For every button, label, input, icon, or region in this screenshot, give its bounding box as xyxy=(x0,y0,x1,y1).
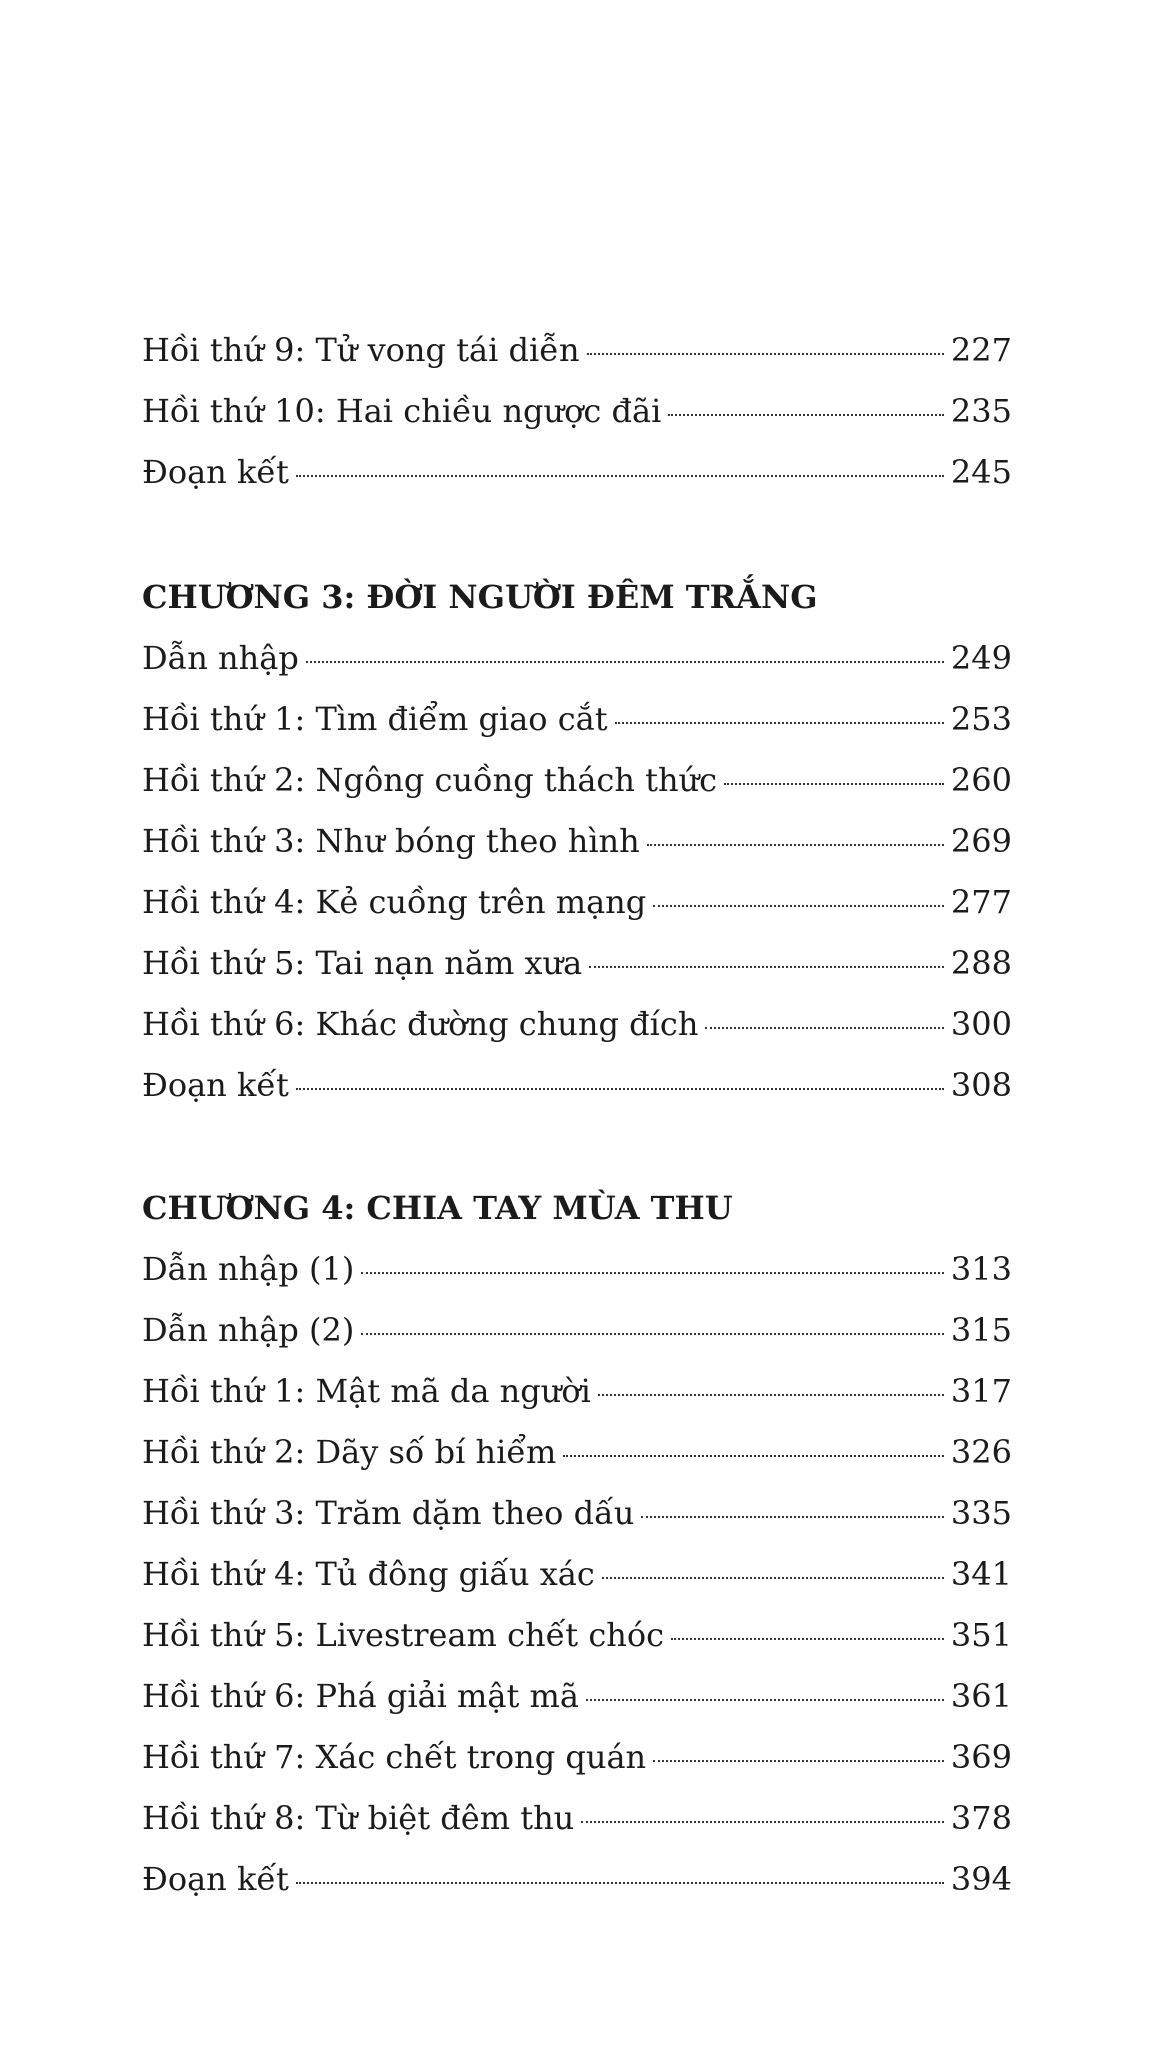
toc-entry-page: 277 xyxy=(950,883,1012,921)
toc-entry-label: Hồi thứ 1: Mật mã da người xyxy=(142,1372,591,1410)
toc-entry-label: Dẫn nhập (1) xyxy=(142,1250,355,1288)
dot-leader xyxy=(598,1394,944,1396)
chapter-heading: CHƯƠNG 3: ĐỜI NGƯỜI ĐÊM TRẮNG xyxy=(142,578,818,616)
toc-entry xyxy=(142,1422,1012,1483)
toc-entry-page: 394 xyxy=(950,1860,1012,1898)
toc-entry xyxy=(142,1605,1012,1666)
toc-entry-page: 351 xyxy=(950,1616,1012,1654)
toc-entry-label: Hồi thứ 1: Tìm điểm giao cắt xyxy=(142,700,608,738)
toc-entry-label: Hồi thứ 3: Trăm dặm theo dấu xyxy=(142,1494,635,1532)
dot-leader xyxy=(296,475,944,477)
toc-entry-page: 249 xyxy=(950,639,1012,677)
dot-leader xyxy=(615,722,944,724)
toc-entry xyxy=(142,1788,1012,1849)
dot-leader xyxy=(361,1272,944,1274)
toc-entry-page: 269 xyxy=(950,822,1012,860)
toc-entry xyxy=(142,872,1012,933)
toc-entry-label: Hồi thứ 6: Khác đường chung đích xyxy=(142,1005,699,1043)
toc-entry-label: Hồi thứ 2: Ngông cuồng thách thức xyxy=(142,761,718,799)
toc-entry-label: Hồi thứ 8: Từ biệt đêm thu xyxy=(142,1799,575,1837)
toc-entry-label: Dẫn nhập xyxy=(142,639,299,677)
toc-entry-label: Hồi thứ 4: Tủ đông giấu xác xyxy=(142,1555,595,1593)
toc-entry-page: 378 xyxy=(950,1799,1012,1837)
toc-chapter-4 xyxy=(142,1178,1012,1910)
toc-entry xyxy=(142,1544,1012,1605)
toc-entry-label: Hồi thứ 4: Kẻ cuồng trên mạng xyxy=(142,883,647,921)
toc-entry-page: 335 xyxy=(950,1494,1012,1532)
toc-entry xyxy=(142,933,1012,994)
dot-leader xyxy=(653,905,944,907)
toc-entry-page: 361 xyxy=(950,1677,1012,1715)
toc-entry xyxy=(142,1055,1012,1116)
toc-entry xyxy=(142,1849,1012,1910)
toc-entry xyxy=(142,1483,1012,1544)
toc-chapter-3 xyxy=(142,567,1012,1116)
dot-leader xyxy=(705,1027,944,1029)
toc-entry xyxy=(142,1300,1012,1361)
toc-entry-page: 341 xyxy=(950,1555,1012,1593)
dot-leader xyxy=(602,1577,944,1579)
toc-entry-page: 369 xyxy=(950,1738,1012,1776)
toc-entry-label: Đoạn kết xyxy=(142,1066,289,1104)
toc-entry xyxy=(142,689,1012,750)
dot-leader xyxy=(361,1333,944,1335)
chapter-heading: CHƯƠNG 4: CHIA TAY MÙA THU xyxy=(142,1189,733,1227)
toc-entry xyxy=(142,442,1012,503)
dot-leader xyxy=(296,1882,944,1884)
toc-entry-label: Hồi thứ 10: Hai chiều ngược đãi xyxy=(142,392,662,430)
toc-entry-page: 317 xyxy=(950,1372,1012,1410)
toc-entry-page: 245 xyxy=(950,453,1012,491)
toc-entry-label: Hồi thứ 7: Xác chết trong quán xyxy=(142,1738,647,1776)
toc-entry-page: 227 xyxy=(950,331,1012,369)
dot-leader xyxy=(641,1516,944,1518)
toc-entry-page: 313 xyxy=(950,1250,1012,1288)
dot-leader xyxy=(724,783,944,785)
toc-entry xyxy=(142,320,1012,381)
dot-leader xyxy=(647,844,944,846)
toc-entry-label: Hồi thứ 5: Tai nạn năm xưa xyxy=(142,944,583,982)
toc-entry-page: 235 xyxy=(950,392,1012,430)
toc-entry-page: 300 xyxy=(950,1005,1012,1043)
toc-entry-page: 315 xyxy=(950,1311,1012,1349)
toc-entry-label: Hồi thứ 3: Như bóng theo hình xyxy=(142,822,640,860)
toc-entry xyxy=(142,1361,1012,1422)
toc-entry-label: Hồi thứ 2: Dãy số bí hiểm xyxy=(142,1433,557,1471)
dot-leader xyxy=(671,1638,944,1640)
toc-entry-label: Đoạn kết xyxy=(142,1860,289,1898)
dot-leader xyxy=(563,1455,944,1457)
toc-entry xyxy=(142,994,1012,1055)
toc-entry xyxy=(142,1727,1012,1788)
toc-entry xyxy=(142,1666,1012,1727)
toc-entry xyxy=(142,811,1012,872)
toc-entry xyxy=(142,750,1012,811)
toc-entry xyxy=(142,628,1012,689)
toc-entry-label: Dẫn nhập (2) xyxy=(142,1311,355,1349)
dot-leader xyxy=(306,661,944,663)
toc-entry-page: 260 xyxy=(950,761,1012,799)
dot-leader xyxy=(581,1821,944,1823)
dot-leader xyxy=(586,1699,944,1701)
toc-entry-page: 308 xyxy=(950,1066,1012,1104)
toc-entry-page: 288 xyxy=(950,944,1012,982)
toc-entry-label: Hồi thứ 6: Phá giải mật mã xyxy=(142,1677,579,1715)
dot-leader xyxy=(668,414,944,416)
toc-entry-page: 253 xyxy=(950,700,1012,738)
toc-section-previous xyxy=(142,320,1012,503)
toc-entry-label: Hồi thứ 9: Tử vong tái diễn xyxy=(142,331,580,369)
dot-leader xyxy=(653,1760,944,1762)
dot-leader xyxy=(587,353,944,355)
toc-entry-label: Hồi thứ 5: Livestream chết chóc xyxy=(142,1616,665,1654)
toc-entry xyxy=(142,381,1012,442)
toc-entry-label: Đoạn kết xyxy=(142,453,289,491)
toc-entry-page: 326 xyxy=(950,1433,1012,1471)
dot-leader xyxy=(296,1088,944,1090)
toc-entry xyxy=(142,1239,1012,1300)
dot-leader xyxy=(589,966,944,968)
